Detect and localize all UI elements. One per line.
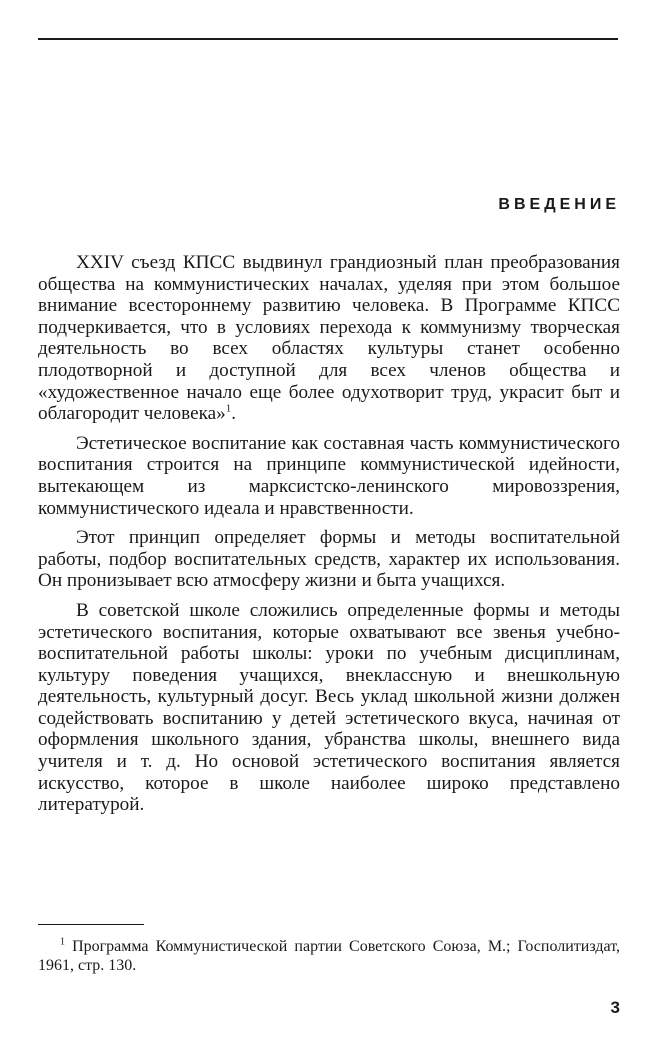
- footnote-marker: 1: [60, 936, 65, 948]
- page-number: 3: [610, 998, 620, 1017]
- footnote: [38, 937, 620, 975]
- paragraph-2: Эстетическое воспитание как составная часть коммунистического воспитания строится на принципе коммунистической идейности, вытекающем из марксистско-ленинского мировоззрения, коммунистического идеала и нравственности.: [38, 432, 620, 519]
- footnote-reference: 1: [225, 402, 232, 415]
- paragraph-1: [38, 252, 620, 425]
- top-rule: [38, 38, 618, 40]
- paragraph-4: В советской школе сложились определенные формы и методы эстетического воспитания, которые охватывают все звенья учебно-воспитательной работы школы: уроки по учебным дисциплинам, культуру поведения учащихся, внеклассную и внешкольную деятельность, культурный досуг. Весь уклад школьной жизни должен содействовать воспитанию у детей эстетического вкуса, начиная от оформления школьного здания, убранства школы, внешнего вида учителя и т. д. Но основой эстетического воспитания является искусство, которое в школе наиболее широко представлено литературой.: [38, 599, 620, 816]
- footnote-text: Программа Коммунистической партии Советского Союза, М.; Госполитиздат, 1961, стр. 130.: [38, 938, 621, 974]
- paragraph-1-text: XXIV съезд КПСС выдвинул грандиозный план преобразования общества на коммунистических началах, уделяя при этом большое внимание всестороннему развитию человека. В Программе КПСС подчеркивается, что в условиях перехода к коммунизму творческая деятельность во всех областях культуры станет особенно плодотворной и доступной для всех членов общества и «художественное начало еще более одухотворит труд, украсит быт и облагородит человека»: [38, 252, 620, 425]
- paragraph-3: Этот принцип определяет формы и методы воспитательной работы, подбор воспитательных средств, характер их использования. Он пронизывает всю атмосферу жизни и быта учащихся.: [38, 527, 620, 592]
- section-heading: ВВЕДЕНИЕ: [498, 196, 620, 213]
- body-text: [38, 252, 620, 824]
- paragraph-1-end: .: [231, 403, 237, 425]
- footnote-rule: [38, 924, 144, 925]
